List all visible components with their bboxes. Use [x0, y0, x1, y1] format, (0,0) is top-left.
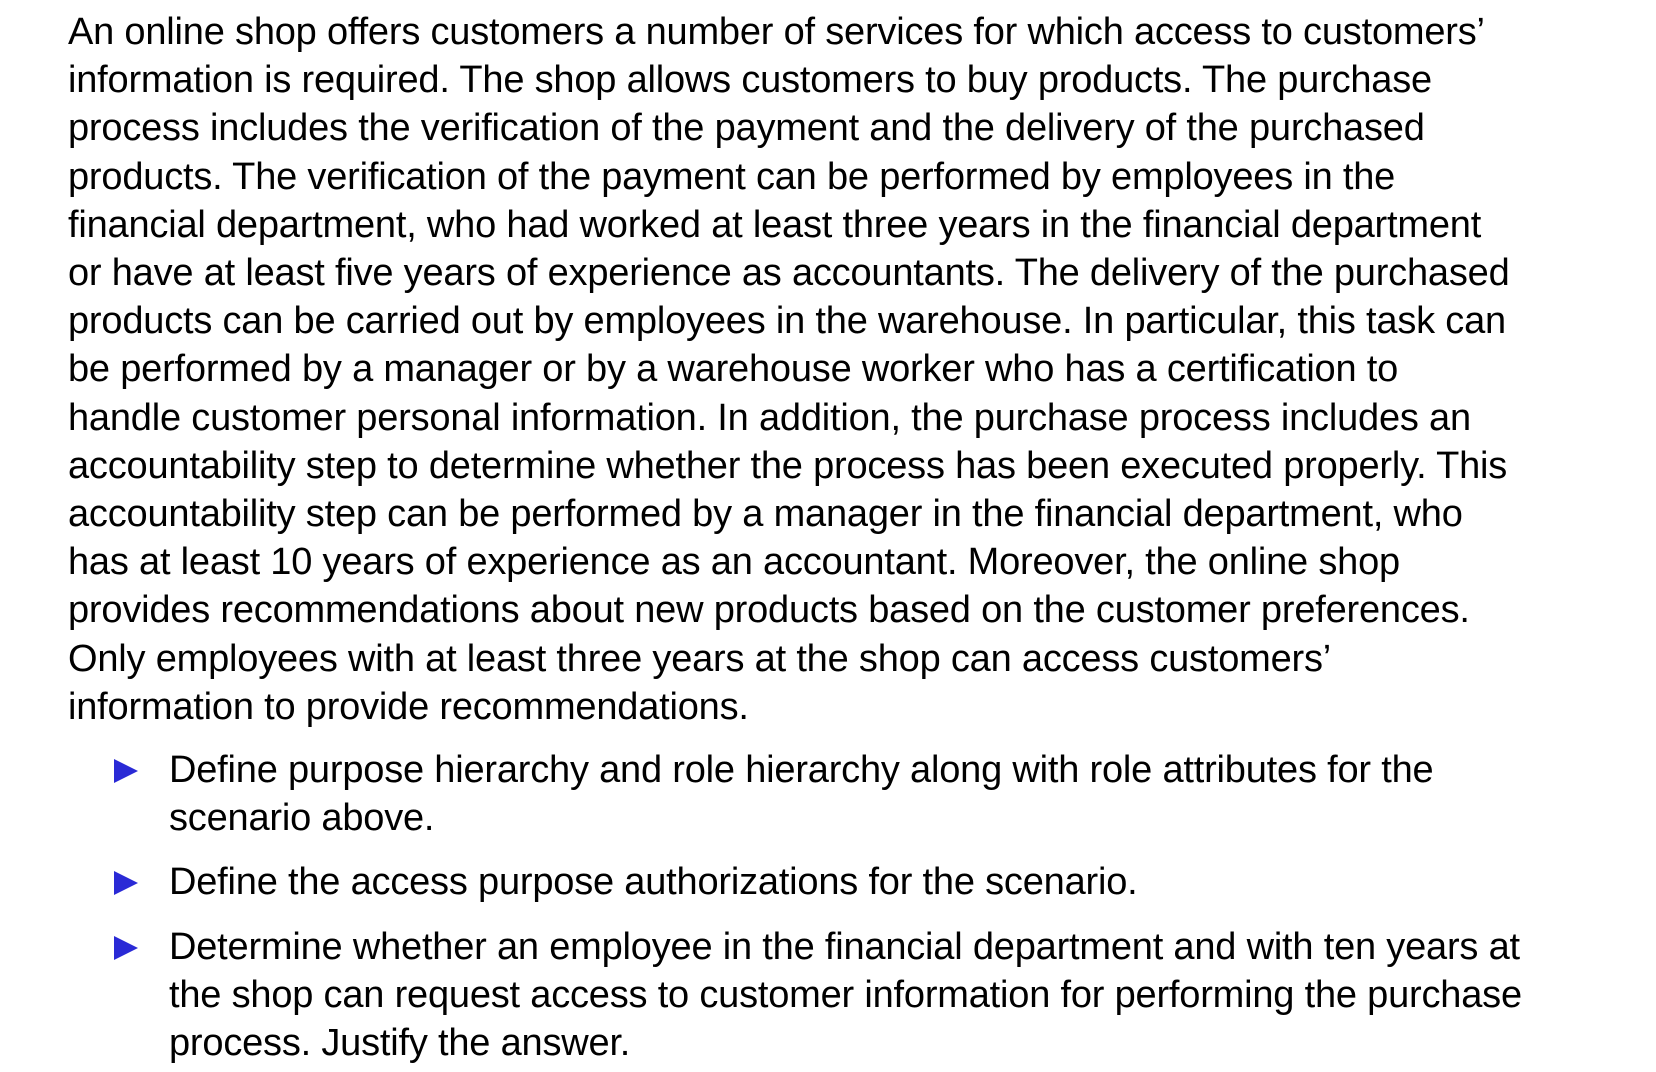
paragraph-line: handle customer personal information. In addition, the purchase process includes an — [68, 396, 1471, 439]
paragraph-line: information is required. The shop allows customers to buy products. The purchase — [68, 59, 1432, 102]
task-list — [68, 746, 1648, 1067]
triangle-right-icon — [114, 871, 138, 895]
task-text — [169, 923, 1648, 1068]
document-body — [68, 8, 1648, 1065]
paragraph-line: information to provide recommendations. — [68, 685, 749, 728]
task-line: Determine whether an employee in the financial department and with ten years at — [169, 925, 1520, 968]
paragraph-line: financial department, who had worked at least three years in the financial department — [68, 203, 1482, 246]
paragraph-line: accountability step can be performed by a manager in the financial department, who — [68, 493, 1463, 536]
paragraph-line: products. The verification of the payment can be performed by employees in the — [68, 155, 1396, 198]
task-text — [169, 858, 1648, 906]
paragraph-line: An online shop offers customers a number of services for which access to customers’ — [68, 11, 1485, 53]
task-line: Define purpose hierarchy and role hierarchy along with role attributes for the — [169, 749, 1434, 791]
task-item — [68, 746, 1648, 842]
task-item — [68, 923, 1648, 1068]
paragraph-line: accountability step to determine whether the process has been executed properly. This — [68, 444, 1508, 487]
paragraph-line: process includes the verification of the payment and the delivery of the purchased — [68, 107, 1425, 150]
paragraph-line: or have at least five years of experience as accountants. The delivery of the purchased — [68, 252, 1510, 295]
task-line: Define the access purpose authorizations for the scenario. — [169, 861, 1138, 904]
paragraph-line: has at least 10 years of experience as an accountant. Moreover, the online shop — [68, 541, 1400, 584]
task-line: scenario above. — [169, 797, 435, 840]
paragraph-line: Only employees with at least three years at the shop can access customers’ — [68, 637, 1332, 680]
task-line: process. Justify the answer. — [169, 1022, 631, 1065]
scenario-paragraph — [68, 8, 1648, 731]
task-line: the shop can request access to customer information for performing the purchase — [169, 973, 1522, 1016]
task-text — [169, 746, 1648, 842]
triangle-right-icon — [114, 759, 138, 783]
task-item — [68, 858, 1648, 906]
paragraph-line: be performed by a manager or by a warehouse worker who has a certification to — [68, 348, 1399, 391]
paragraph-line: provides recommendations about new products based on the customer preferences. — [68, 589, 1470, 632]
triangle-right-icon — [114, 936, 138, 960]
paragraph-line: products can be carried out by employees in the warehouse. In particular, this task can — [68, 300, 1506, 343]
